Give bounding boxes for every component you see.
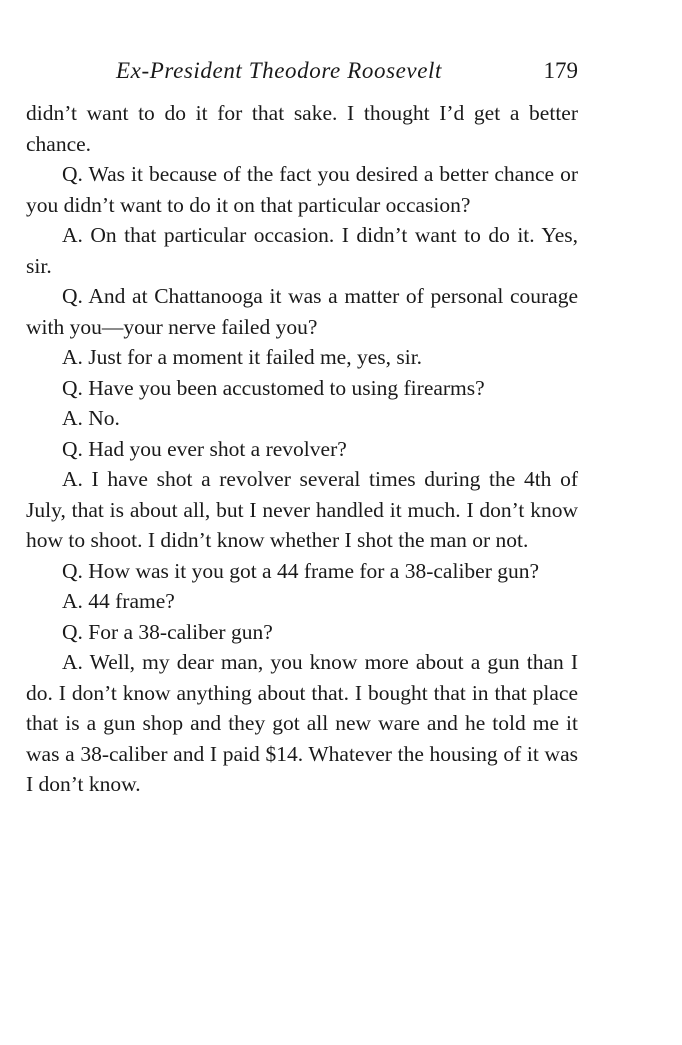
paragraph-answer: A. I have shot a revolver several times during the 4th of July, that is about all, but I never handled it much. I don’t know how to shoot. I didn’t know whether I shot the man or not. <box>26 467 578 552</box>
paragraph-answer: A. Just for a moment it failed me, yes, sir. <box>62 345 423 369</box>
paragraph-answer: A. On that particular occasion. I didn’t want to do it. Yes, sir. <box>26 223 578 278</box>
paragraph-continuation: didn’t want to do it for that sake. I thought I’d get a better chance. <box>26 101 578 156</box>
body-text <box>26 98 578 800</box>
running-title: Ex-President Theodore Roosevelt <box>116 58 443 83</box>
page-number: 179 <box>543 58 578 83</box>
paragraph-question: Q. Had you ever shot a revolver? <box>62 436 347 461</box>
paragraph-question: Q. And at Chattanooga it was a matter of personal courage with you—your nerve failed you? <box>26 284 578 339</box>
page-header <box>26 54 578 88</box>
paragraph-question: Q. Was it because of the fact you desired a better chance or you didn’t want to do it on that particular occasion? <box>26 162 578 217</box>
paragraph-question: Q. For a 38-caliber gun? <box>62 619 273 644</box>
paragraph-answer: A. 44 frame? <box>62 589 175 613</box>
paragraph-answer: A. Well, my dear man, you know more about a gun than I do. I don’t know anything about that. I bought that in that place that is a gun shop and they got all new ware and he told me it was a 38-caliber and I paid $14. Whatever the housing of it was I don’t know. <box>26 650 578 796</box>
book-page <box>26 54 578 800</box>
paragraph-answer: A. No. <box>62 406 120 430</box>
paragraph-question: Q. Have you been accustomed to using firearms? <box>62 375 485 400</box>
paragraph-question: Q. How was it you got a 44 frame for a 38-caliber gun? <box>62 558 540 583</box>
